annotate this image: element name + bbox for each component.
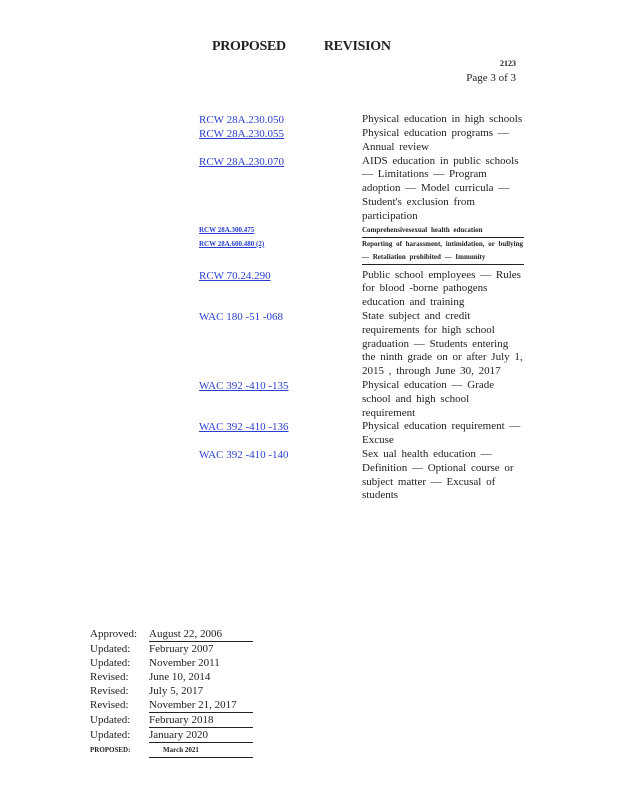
history-label: Revised: [90,671,129,683]
reference-link[interactable]: WAC 180 -51 -068 [199,310,284,323]
reference-row [199,420,529,448]
history-date: February 2007 [149,643,214,655]
reference-link[interactable]: RCW 28A.230.050 [199,114,285,126]
title-revision: REVISION [323,39,391,54]
history-row [90,684,253,698]
history-row [90,656,253,670]
history-row [90,713,253,728]
history-date: January 2020 [149,728,253,743]
reference-description: Public school employees — Rules for blood -borne pathogens education and training [362,268,521,309]
reference-row [199,448,529,503]
reference-description: Physical education programs — Annual review [362,127,509,153]
title-proposed: PROPOSED [212,39,286,54]
history-row [90,627,253,642]
reference-row-new [199,238,529,265]
legal-references [199,113,529,503]
history-row [90,698,253,713]
revision-history [90,627,253,758]
reference-link[interactable]: RCW 28A.230.070 [199,155,285,168]
reference-description: Reporting of harassment, intimidation, or bullying — Retaliation prohibited — Immunity [362,238,524,265]
reference-link[interactable]: WAC 392 -410 -140 [199,448,289,461]
reference-link[interactable]: WAC 392 -410 -136 [199,421,289,434]
reference-row [199,269,529,310]
reference-description: Physical education requirement — Excuse [362,420,521,447]
history-label: Updated: [90,714,131,726]
reference-link[interactable]: RCW 28A.600.480 (2) [199,239,265,248]
reference-row [199,379,529,420]
history-label: PROPOSED: [90,746,131,754]
history-label: Revised: [90,699,129,711]
reference-description: Comprehensivesexual health education [362,224,524,238]
reference-link[interactable]: WAC 392 -410 -135 [199,379,289,392]
reference-link[interactable]: RCW 70.24.290 [199,269,271,282]
history-row [90,728,253,743]
history-date: June 10, 2014 [149,671,211,683]
history-label: Revised: [90,685,129,697]
reference-row [199,127,529,155]
history-label: Approved: [90,628,138,640]
history-label: Updated: [90,657,131,669]
history-date: July 5, 2017 [149,685,204,697]
reference-description: Physical education in high schools [362,113,523,125]
reference-row [199,310,529,379]
reference-description: State subject and credit requirements for high school graduation — Students entering the ninth grade on or after July 1, 2015 , through June 30, 2017 [362,309,523,378]
document-title [212,39,391,55]
history-date: August 22, 2006 [149,627,253,642]
reference-link[interactable]: RCW 28A.300.475 [199,225,255,234]
reference-row [199,155,529,224]
reference-link[interactable]: RCW 28A.230.055 [199,128,285,140]
history-date: November 2011 [149,657,220,669]
history-label: Updated: [90,729,131,741]
history-date: March 2021 [149,743,253,758]
reference-description: Sex ual health education — Definition — Optional course or subject matter — Excusal of students [362,447,514,502]
policy-number: 2123 [500,59,516,68]
history-label: Updated: [90,643,131,655]
reference-row [199,113,529,127]
reference-description: Physical education — Grade school and high school requirement [362,378,495,419]
page-number: Page 3 of 3 [466,72,516,84]
history-row-proposed [90,743,253,758]
history-row [90,642,253,656]
history-date: February 2018 [149,713,253,728]
reference-row-new [199,224,529,238]
reference-description: AIDS education in public schools — Limitations — Program adoption — Model curricula — Student's exclusion from participation [362,154,519,222]
history-date: November 21, 2017 [149,698,253,713]
history-row [90,670,253,684]
